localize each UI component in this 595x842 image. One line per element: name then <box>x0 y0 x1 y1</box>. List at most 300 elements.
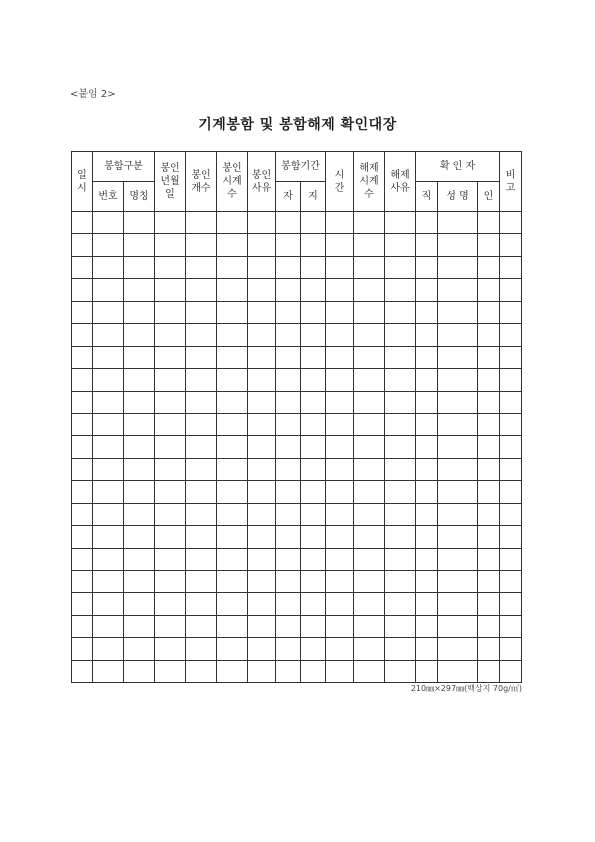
table-cell[interactable] <box>438 548 478 570</box>
table-cell[interactable] <box>248 615 276 637</box>
table-cell[interactable] <box>416 256 438 278</box>
table-cell[interactable] <box>354 234 385 256</box>
table-cell[interactable] <box>500 413 522 435</box>
table-cell[interactable] <box>416 615 438 637</box>
table-cell[interactable] <box>186 638 217 660</box>
table-cell[interactable] <box>326 369 354 391</box>
table-cell[interactable] <box>93 369 124 391</box>
table-cell[interactable] <box>478 548 500 570</box>
table-cell[interactable] <box>155 301 186 323</box>
table-cell[interactable] <box>500 458 522 480</box>
table-cell[interactable] <box>186 503 217 525</box>
table-cell[interactable] <box>385 503 416 525</box>
table-cell[interactable] <box>93 615 124 637</box>
table-cell[interactable] <box>217 458 248 480</box>
table-cell[interactable] <box>478 301 500 323</box>
table-cell[interactable] <box>354 301 385 323</box>
table-cell[interactable] <box>217 571 248 593</box>
table-cell[interactable] <box>301 481 326 503</box>
table-cell[interactable] <box>416 548 438 570</box>
table-cell[interactable] <box>500 638 522 660</box>
table-cell[interactable] <box>72 638 93 660</box>
table-cell[interactable] <box>301 458 326 480</box>
table-cell[interactable] <box>186 324 217 346</box>
table-cell[interactable] <box>155 615 186 637</box>
table-cell[interactable] <box>248 548 276 570</box>
table-cell[interactable] <box>385 279 416 301</box>
table-cell[interactable] <box>155 458 186 480</box>
table-cell[interactable] <box>478 436 500 458</box>
table-cell[interactable] <box>155 234 186 256</box>
table-cell[interactable] <box>301 548 326 570</box>
table-cell[interactable] <box>124 660 155 682</box>
table-cell[interactable] <box>217 481 248 503</box>
table-cell[interactable] <box>276 571 301 593</box>
table-cell[interactable] <box>416 436 438 458</box>
table-cell[interactable] <box>93 436 124 458</box>
table-cell[interactable] <box>72 324 93 346</box>
table-cell[interactable] <box>354 391 385 413</box>
table-cell[interactable] <box>354 369 385 391</box>
table-cell[interactable] <box>438 526 478 548</box>
table-cell[interactable] <box>155 324 186 346</box>
table-cell[interactable] <box>124 369 155 391</box>
table-cell[interactable] <box>354 346 385 368</box>
table-cell[interactable] <box>217 324 248 346</box>
table-cell[interactable] <box>217 638 248 660</box>
table-cell[interactable] <box>93 301 124 323</box>
table-cell[interactable] <box>93 413 124 435</box>
table-cell[interactable] <box>438 660 478 682</box>
table-cell[interactable] <box>478 256 500 278</box>
table-cell[interactable] <box>326 481 354 503</box>
table-cell[interactable] <box>438 571 478 593</box>
table-cell[interactable] <box>186 660 217 682</box>
table-cell[interactable] <box>326 391 354 413</box>
table-cell[interactable] <box>124 458 155 480</box>
table-cell[interactable] <box>385 548 416 570</box>
table-cell[interactable] <box>217 369 248 391</box>
table-cell[interactable] <box>124 638 155 660</box>
table-cell[interactable] <box>478 234 500 256</box>
table-cell[interactable] <box>478 458 500 480</box>
table-cell[interactable] <box>478 324 500 346</box>
table-cell[interactable] <box>276 638 301 660</box>
table-cell[interactable] <box>438 346 478 368</box>
table-cell[interactable] <box>93 234 124 256</box>
table-cell[interactable] <box>72 391 93 413</box>
table-cell[interactable] <box>155 279 186 301</box>
table-cell[interactable] <box>326 279 354 301</box>
table-cell[interactable] <box>186 481 217 503</box>
table-cell[interactable] <box>217 503 248 525</box>
table-cell[interactable] <box>276 413 301 435</box>
table-cell[interactable] <box>301 391 326 413</box>
table-cell[interactable] <box>124 593 155 615</box>
table-cell[interactable] <box>416 279 438 301</box>
table-cell[interactable] <box>248 346 276 368</box>
table-cell[interactable] <box>416 638 438 660</box>
table-cell[interactable] <box>186 458 217 480</box>
table-cell[interactable] <box>248 369 276 391</box>
table-cell[interactable] <box>155 369 186 391</box>
table-cell[interactable] <box>186 548 217 570</box>
table-cell[interactable] <box>354 571 385 593</box>
table-cell[interactable] <box>301 369 326 391</box>
table-cell[interactable] <box>217 413 248 435</box>
table-cell[interactable] <box>72 615 93 637</box>
table-cell[interactable] <box>217 346 248 368</box>
table-cell[interactable] <box>354 615 385 637</box>
table-cell[interactable] <box>217 234 248 256</box>
table-cell[interactable] <box>248 301 276 323</box>
table-cell[interactable] <box>248 526 276 548</box>
table-cell[interactable] <box>217 436 248 458</box>
table-cell[interactable] <box>478 615 500 637</box>
table-cell[interactable] <box>217 391 248 413</box>
table-cell[interactable] <box>186 436 217 458</box>
table-cell[interactable] <box>354 593 385 615</box>
table-cell[interactable] <box>385 346 416 368</box>
table-cell[interactable] <box>72 571 93 593</box>
table-cell[interactable] <box>276 615 301 637</box>
table-cell[interactable] <box>326 234 354 256</box>
table-cell[interactable] <box>416 301 438 323</box>
table-cell[interactable] <box>124 212 155 234</box>
table-cell[interactable] <box>354 548 385 570</box>
table-cell[interactable] <box>438 503 478 525</box>
table-cell[interactable] <box>416 458 438 480</box>
table-cell[interactable] <box>301 436 326 458</box>
table-cell[interactable] <box>248 638 276 660</box>
table-cell[interactable] <box>93 279 124 301</box>
table-cell[interactable] <box>326 503 354 525</box>
table-cell[interactable] <box>155 503 186 525</box>
table-cell[interactable] <box>354 660 385 682</box>
table-cell[interactable] <box>326 660 354 682</box>
table-cell[interactable] <box>416 571 438 593</box>
table-cell[interactable] <box>301 503 326 525</box>
table-cell[interactable] <box>155 391 186 413</box>
table-cell[interactable] <box>438 369 478 391</box>
table-cell[interactable] <box>416 481 438 503</box>
table-cell[interactable] <box>478 369 500 391</box>
table-cell[interactable] <box>478 593 500 615</box>
table-cell[interactable] <box>72 481 93 503</box>
table-cell[interactable] <box>72 369 93 391</box>
table-cell[interactable] <box>124 436 155 458</box>
table-cell[interactable] <box>354 256 385 278</box>
table-cell[interactable] <box>217 526 248 548</box>
table-cell[interactable] <box>217 660 248 682</box>
table-cell[interactable] <box>186 346 217 368</box>
table-cell[interactable] <box>326 548 354 570</box>
table-cell[interactable] <box>248 436 276 458</box>
table-cell[interactable] <box>301 638 326 660</box>
table-cell[interactable] <box>385 481 416 503</box>
table-cell[interactable] <box>124 413 155 435</box>
table-cell[interactable] <box>385 458 416 480</box>
table-cell[interactable] <box>326 346 354 368</box>
table-cell[interactable] <box>438 593 478 615</box>
table-cell[interactable] <box>93 481 124 503</box>
table-cell[interactable] <box>500 481 522 503</box>
table-cell[interactable] <box>478 526 500 548</box>
table-cell[interactable] <box>276 391 301 413</box>
table-cell[interactable] <box>385 324 416 346</box>
table-cell[interactable] <box>438 234 478 256</box>
table-cell[interactable] <box>72 413 93 435</box>
table-cell[interactable] <box>155 638 186 660</box>
table-cell[interactable] <box>416 212 438 234</box>
table-cell[interactable] <box>385 638 416 660</box>
table-cell[interactable] <box>248 256 276 278</box>
table-cell[interactable] <box>500 548 522 570</box>
table-cell[interactable] <box>416 593 438 615</box>
table-cell[interactable] <box>416 391 438 413</box>
table-cell[interactable] <box>326 458 354 480</box>
table-cell[interactable] <box>478 660 500 682</box>
table-cell[interactable] <box>438 638 478 660</box>
table-cell[interactable] <box>155 660 186 682</box>
table-cell[interactable] <box>72 526 93 548</box>
table-cell[interactable] <box>276 436 301 458</box>
table-cell[interactable] <box>248 391 276 413</box>
table-cell[interactable] <box>186 369 217 391</box>
table-cell[interactable] <box>124 571 155 593</box>
table-cell[interactable] <box>500 526 522 548</box>
table-cell[interactable] <box>276 660 301 682</box>
table-cell[interactable] <box>385 615 416 637</box>
table-cell[interactable] <box>500 615 522 637</box>
table-cell[interactable] <box>354 413 385 435</box>
table-cell[interactable] <box>416 660 438 682</box>
table-cell[interactable] <box>416 234 438 256</box>
table-cell[interactable] <box>500 256 522 278</box>
table-cell[interactable] <box>217 279 248 301</box>
table-cell[interactable] <box>478 279 500 301</box>
table-cell[interactable] <box>438 391 478 413</box>
table-cell[interactable] <box>301 593 326 615</box>
table-cell[interactable] <box>500 212 522 234</box>
table-cell[interactable] <box>385 301 416 323</box>
table-cell[interactable] <box>500 324 522 346</box>
table-cell[interactable] <box>276 256 301 278</box>
table-cell[interactable] <box>301 324 326 346</box>
table-cell[interactable] <box>385 593 416 615</box>
table-cell[interactable] <box>155 256 186 278</box>
table-cell[interactable] <box>124 391 155 413</box>
table-cell[interactable] <box>276 526 301 548</box>
table-cell[interactable] <box>438 301 478 323</box>
table-cell[interactable] <box>186 413 217 435</box>
table-cell[interactable] <box>385 526 416 548</box>
table-cell[interactable] <box>155 481 186 503</box>
table-cell[interactable] <box>500 593 522 615</box>
table-cell[interactable] <box>326 324 354 346</box>
table-cell[interactable] <box>326 593 354 615</box>
table-cell[interactable] <box>438 458 478 480</box>
table-cell[interactable] <box>72 458 93 480</box>
table-cell[interactable] <box>301 571 326 593</box>
table-cell[interactable] <box>326 301 354 323</box>
table-cell[interactable] <box>276 593 301 615</box>
table-cell[interactable] <box>500 391 522 413</box>
table-cell[interactable] <box>416 413 438 435</box>
table-cell[interactable] <box>217 301 248 323</box>
table-cell[interactable] <box>93 324 124 346</box>
table-cell[interactable] <box>416 369 438 391</box>
table-cell[interactable] <box>276 301 301 323</box>
table-cell[interactable] <box>217 593 248 615</box>
table-cell[interactable] <box>124 481 155 503</box>
table-cell[interactable] <box>478 391 500 413</box>
table-cell[interactable] <box>72 593 93 615</box>
table-cell[interactable] <box>93 638 124 660</box>
table-cell[interactable] <box>186 593 217 615</box>
table-cell[interactable] <box>478 571 500 593</box>
table-cell[interactable] <box>354 324 385 346</box>
table-cell[interactable] <box>248 279 276 301</box>
table-cell[interactable] <box>500 436 522 458</box>
table-cell[interactable] <box>326 615 354 637</box>
table-cell[interactable] <box>72 212 93 234</box>
table-cell[interactable] <box>124 301 155 323</box>
table-cell[interactable] <box>93 346 124 368</box>
table-cell[interactable] <box>438 324 478 346</box>
table-cell[interactable] <box>301 279 326 301</box>
table-cell[interactable] <box>385 234 416 256</box>
table-cell[interactable] <box>217 548 248 570</box>
table-cell[interactable] <box>301 526 326 548</box>
table-cell[interactable] <box>416 346 438 368</box>
table-cell[interactable] <box>124 256 155 278</box>
table-cell[interactable] <box>438 615 478 637</box>
table-cell[interactable] <box>354 526 385 548</box>
table-cell[interactable] <box>354 638 385 660</box>
table-cell[interactable] <box>276 458 301 480</box>
table-cell[interactable] <box>93 526 124 548</box>
table-cell[interactable] <box>155 593 186 615</box>
table-cell[interactable] <box>385 369 416 391</box>
table-cell[interactable] <box>478 638 500 660</box>
table-cell[interactable] <box>72 234 93 256</box>
table-cell[interactable] <box>186 256 217 278</box>
table-cell[interactable] <box>301 660 326 682</box>
table-cell[interactable] <box>186 212 217 234</box>
table-cell[interactable] <box>478 481 500 503</box>
table-cell[interactable] <box>276 369 301 391</box>
table-cell[interactable] <box>248 458 276 480</box>
table-cell[interactable] <box>301 301 326 323</box>
table-cell[interactable] <box>186 615 217 637</box>
table-cell[interactable] <box>72 503 93 525</box>
table-cell[interactable] <box>276 324 301 346</box>
table-cell[interactable] <box>124 503 155 525</box>
table-cell[interactable] <box>438 279 478 301</box>
table-cell[interactable] <box>478 212 500 234</box>
table-cell[interactable] <box>155 548 186 570</box>
table-cell[interactable] <box>93 593 124 615</box>
table-cell[interactable] <box>500 301 522 323</box>
table-cell[interactable] <box>478 346 500 368</box>
table-cell[interactable] <box>478 503 500 525</box>
table-cell[interactable] <box>155 571 186 593</box>
table-cell[interactable] <box>217 212 248 234</box>
table-cell[interactable] <box>385 660 416 682</box>
table-cell[interactable] <box>385 413 416 435</box>
table-cell[interactable] <box>500 346 522 368</box>
table-cell[interactable] <box>276 279 301 301</box>
table-cell[interactable] <box>385 436 416 458</box>
table-cell[interactable] <box>72 346 93 368</box>
table-cell[interactable] <box>438 413 478 435</box>
table-cell[interactable] <box>354 503 385 525</box>
table-cell[interactable] <box>124 279 155 301</box>
table-cell[interactable] <box>186 391 217 413</box>
table-cell[interactable] <box>72 279 93 301</box>
table-cell[interactable] <box>438 256 478 278</box>
table-cell[interactable] <box>93 212 124 234</box>
table-cell[interactable] <box>385 391 416 413</box>
table-cell[interactable] <box>124 324 155 346</box>
table-cell[interactable] <box>248 503 276 525</box>
table-cell[interactable] <box>500 369 522 391</box>
table-cell[interactable] <box>217 615 248 637</box>
table-cell[interactable] <box>72 301 93 323</box>
table-cell[interactable] <box>276 212 301 234</box>
table-cell[interactable] <box>72 660 93 682</box>
table-cell[interactable] <box>155 212 186 234</box>
table-cell[interactable] <box>93 548 124 570</box>
table-cell[interactable] <box>93 256 124 278</box>
table-cell[interactable] <box>248 481 276 503</box>
table-cell[interactable] <box>354 458 385 480</box>
table-cell[interactable] <box>155 526 186 548</box>
table-cell[interactable] <box>93 503 124 525</box>
table-cell[interactable] <box>248 234 276 256</box>
table-cell[interactable] <box>500 660 522 682</box>
table-cell[interactable] <box>354 436 385 458</box>
table-cell[interactable] <box>301 615 326 637</box>
table-cell[interactable] <box>155 413 186 435</box>
table-cell[interactable] <box>276 346 301 368</box>
table-cell[interactable] <box>276 548 301 570</box>
table-cell[interactable] <box>326 413 354 435</box>
table-cell[interactable] <box>301 346 326 368</box>
table-cell[interactable] <box>301 256 326 278</box>
table-cell[interactable] <box>385 571 416 593</box>
table-cell[interactable] <box>93 391 124 413</box>
table-cell[interactable] <box>186 571 217 593</box>
table-cell[interactable] <box>248 324 276 346</box>
table-cell[interactable] <box>416 324 438 346</box>
table-cell[interactable] <box>248 212 276 234</box>
table-cell[interactable] <box>354 279 385 301</box>
table-cell[interactable] <box>500 571 522 593</box>
table-cell[interactable] <box>326 638 354 660</box>
table-cell[interactable] <box>186 234 217 256</box>
table-cell[interactable] <box>155 436 186 458</box>
table-cell[interactable] <box>93 571 124 593</box>
table-cell[interactable] <box>248 660 276 682</box>
table-cell[interactable] <box>326 526 354 548</box>
table-cell[interactable] <box>385 256 416 278</box>
table-cell[interactable] <box>72 548 93 570</box>
table-cell[interactable] <box>72 436 93 458</box>
table-cell[interactable] <box>416 503 438 525</box>
table-cell[interactable] <box>124 615 155 637</box>
